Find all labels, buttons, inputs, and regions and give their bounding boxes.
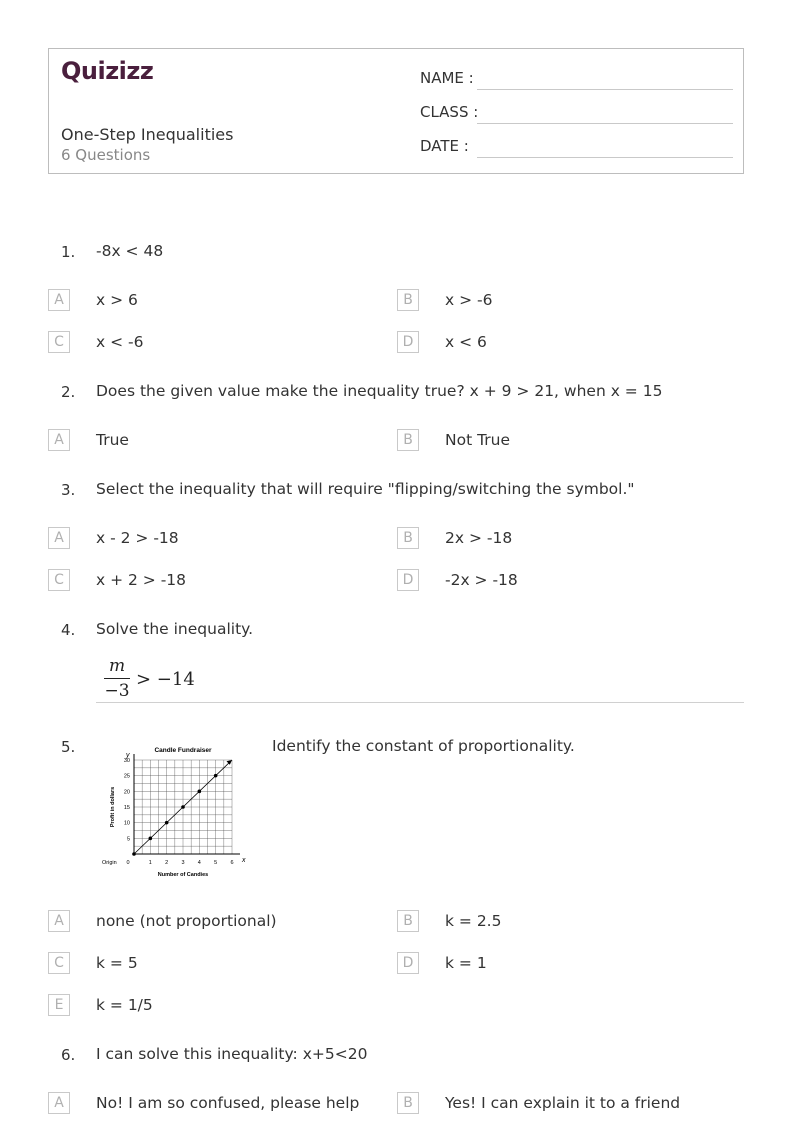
option-5d-box[interactable]: D [397,952,419,974]
option-5e-text: k = 1/5 [96,996,153,1014]
chart-title: Candle Fundraiser [154,747,212,754]
option-2b-box[interactable]: B [397,429,419,451]
option-5b-text: k = 2.5 [445,912,502,930]
question-2-text: Does the given value make the inequality true? x + 9 > 21, when x = 15 [96,382,663,400]
question-4-text: Solve the inequality. [96,620,254,638]
quizizz-logo: Quizizz [61,57,154,85]
option-6b-text: Yes! I can explain it to a friend [445,1094,681,1112]
data-point [165,821,169,825]
option-1a-text: x > 6 [96,291,138,309]
answer-line[interactable] [96,702,744,703]
option-5b-box[interactable]: B [397,910,419,932]
option-3c-text: x + 2 > -18 [96,571,187,589]
question-5-number: 5. [61,738,76,756]
option-1d-text: x < 6 [445,333,487,351]
option-2b-text: Not True [445,431,511,449]
option-5c-text: k = 5 [96,954,138,972]
x-tick-label: 5 [214,860,218,866]
x-tick-label: 6 [230,860,234,866]
option-1b-box[interactable]: B [397,289,419,311]
date-line[interactable] [477,157,733,158]
question-3-number: 3. [61,481,76,499]
option-3c-box[interactable]: C [48,569,70,591]
option-6a-text: No! I am so confused, please help [96,1094,360,1112]
date-label: DATE : [420,137,469,155]
option-5a-text: none (not proportional) [96,912,277,930]
question-6-text: I can solve this inequality: x+5<20 [96,1045,368,1063]
data-point [198,790,202,794]
y-tick-label: 10 [123,820,130,827]
option-3a-box[interactable]: A [48,527,70,549]
y-tick-label: 15 [123,805,130,811]
x-axis-letter: x [242,857,246,864]
question-2-number: 2. [61,383,76,401]
question-4-number: 4. [61,621,76,639]
fraction-bar [104,678,130,679]
data-point [132,852,136,856]
x-tick-label: 0 [126,860,130,866]
y-tick-label: 20 [123,789,130,796]
fraction-denominator: −3 [104,681,130,701]
class-label: CLASS : [420,103,479,121]
name-label: NAME : [420,69,474,87]
option-3b-box[interactable]: B [397,527,419,549]
data-point [149,837,153,841]
option-1b-text: x > -6 [445,291,493,309]
option-6a-box[interactable]: A [48,1092,70,1114]
worksheet-header [48,48,744,174]
x-axis-title: Number of Candies [157,872,209,878]
option-5d-text: k = 1 [445,954,487,972]
option-3d-text: -2x > -18 [445,571,518,589]
origin-label: Origin [102,860,117,866]
option-3b-text: 2x > -18 [445,529,513,547]
fraction-numerator: m [108,656,126,676]
option-1c-text: x < -6 [96,333,144,351]
question-5-text: Identify the constant of proportionality. [272,737,575,755]
option-5c-box[interactable]: C [48,952,70,974]
question-6-number: 6. [61,1046,76,1064]
option-6b-box[interactable]: B [397,1092,419,1114]
option-5e-box[interactable]: E [48,994,70,1016]
candle-fundraiser-graph [100,740,256,880]
class-line[interactable] [477,123,733,124]
y-axis-letter: y [126,752,130,759]
option-2a-text: True [96,431,129,449]
question-1-text: -8x < 48 [96,242,164,260]
y-axis-title: Profit in dollars [110,786,116,828]
y-tick-label: 25 [123,773,130,780]
option-1a-box[interactable]: A [48,289,70,311]
name-line[interactable] [477,89,733,90]
data-point [181,805,185,809]
option-3d-box[interactable]: D [397,569,419,591]
question-count: 6 Questions [61,146,151,164]
y-tick-label: 5 [126,836,130,843]
option-5a-box[interactable]: A [48,910,70,932]
option-3a-text: x - 2 > -18 [96,529,179,547]
x-tick-label: 3 [181,860,185,866]
option-1d-box[interactable]: D [397,331,419,353]
question-1-number: 1. [61,243,76,261]
option-1c-box[interactable]: C [48,331,70,353]
inequality-relation: > −14 [136,669,195,690]
x-tick-label: 2 [165,860,169,866]
y-tick-label: 30 [123,758,130,764]
x-tick-label: 4 [197,860,201,866]
option-2a-box[interactable]: A [48,429,70,451]
data-point [214,774,218,778]
worksheet-title: One-Step Inequalities [61,125,234,144]
x-tick-label: 1 [148,860,152,866]
fraction [104,656,130,701]
question-3-text: Select the inequality that will require "flipping/switching the symbol." [96,480,635,498]
